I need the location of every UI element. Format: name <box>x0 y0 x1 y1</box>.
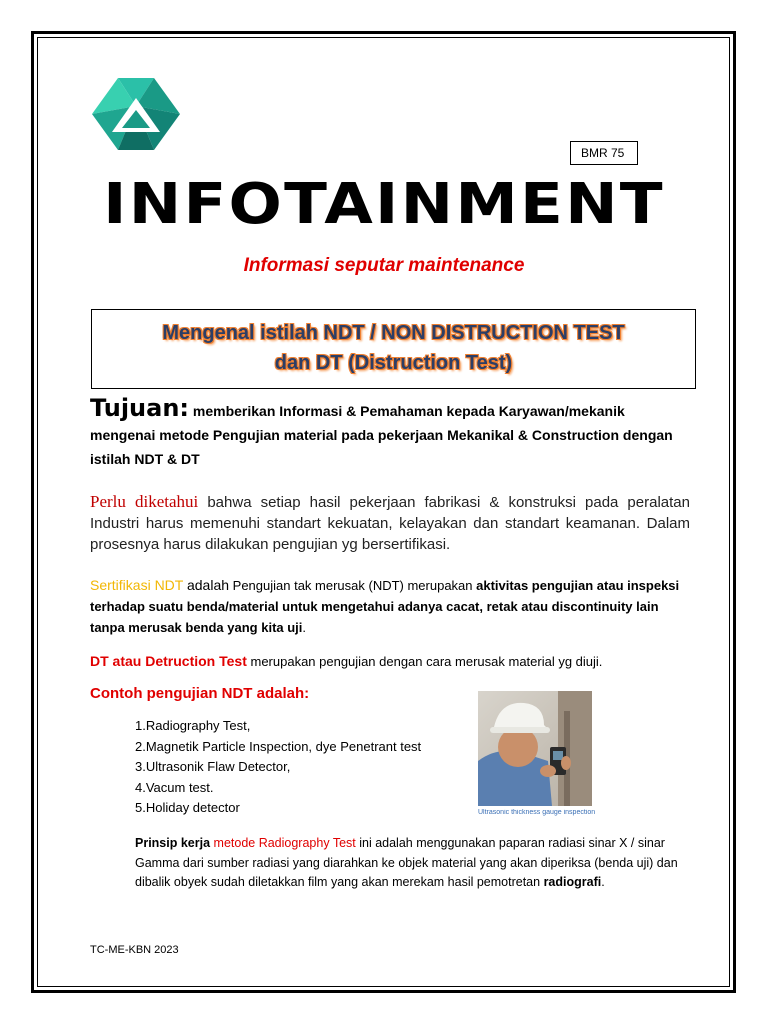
topic-line-1: Mengenal istilah NDT / NON DISTRUCTION TEST <box>162 322 625 344</box>
ndt-text: Pengujian tak merusak (NDT) merupakan <box>229 578 477 593</box>
ndt-adalah: adalah <box>183 577 230 593</box>
ndt-end: . <box>302 620 307 635</box>
page-subtitle: Informasi seputar maintenance <box>243 255 525 276</box>
page-title: INFOTAINMENT <box>103 172 665 237</box>
info-paragraph <box>90 491 690 555</box>
topic-line-2: dan DT (Distruction Test) <box>274 352 513 374</box>
principle-lead: Prinsip kerja <box>135 836 211 850</box>
principle-end: . <box>601 875 605 889</box>
info-lead: Perlu diketahui <box>90 492 199 511</box>
dt-lead: DT atau Detruction Test <box>90 653 247 669</box>
purpose-heading: Tujuan: <box>90 394 190 422</box>
topic-box <box>91 309 696 389</box>
list-item: 4.Vacum test. <box>135 779 214 795</box>
list-item: 2.Magnetik Particle Inspection, dye Penetrant test <box>135 738 422 754</box>
company-logo-icon <box>90 76 182 152</box>
document-code: BMR 75 <box>570 141 638 165</box>
principle-text: ini adalah menggunakan paparan radiasi sinar X / sinar Gamma dari sumber radiasi yang diarahkan ke objek material yang akan diperiksa (benda uji) dan dibalik obyek sudah diletakkan film yang akan merekam hasil pemotretan <box>135 836 678 889</box>
radiography-principle-paragraph <box>135 834 690 893</box>
dt-text: merupakan pengujian dengan cara merusak material yg diuji. <box>246 654 603 669</box>
dt-definition-paragraph <box>90 651 690 672</box>
principle-bold-end: radiografi <box>543 875 602 889</box>
ndt-bold-text: aktivitas pengujian atau inspeksi terhadap suatu benda/material untuk mengetahui adanya cacat, retak atau discontinuity lain tanpa merusak benda yang kita uji <box>90 578 680 635</box>
ndt-examples-list <box>135 716 421 819</box>
info-text: bahwa setiap hasil pekerjaan fabrikasi & konstruksi pada peralatan Industri harus memenuhi standart kekuatan, kelayakan dan standart keamanan. Dalam prosesnya harus dilakukan pengujian yg bersertifikasi. <box>90 494 690 553</box>
purpose-text: memberikan Informasi & Pemahaman kepada Karyawan/mekanik mengenai metode Pengujian material pada pekerjaan Mekanikal & Construction dengan istilah NDT & DT <box>90 403 673 467</box>
list-item: 3.Ultrasonik Flaw Detector, <box>135 759 291 774</box>
purpose-paragraph <box>90 396 690 471</box>
examples-heading: Contoh pengujian NDT adalah: <box>90 685 310 702</box>
list-item: 1.Radiography Test, <box>135 718 251 733</box>
list-item: 5.Holiday detector <box>135 800 240 815</box>
photo-caption: Ultrasonic thickness gauge inspection <box>478 809 596 816</box>
footer-code: TC-ME-KBN 2023 <box>90 944 179 956</box>
worker-photo <box>478 691 592 806</box>
ndt-definition-paragraph <box>90 575 690 638</box>
ndt-lead: Sertifikasi NDT <box>90 577 184 593</box>
principle-method: metode Radiography Test <box>213 836 356 850</box>
